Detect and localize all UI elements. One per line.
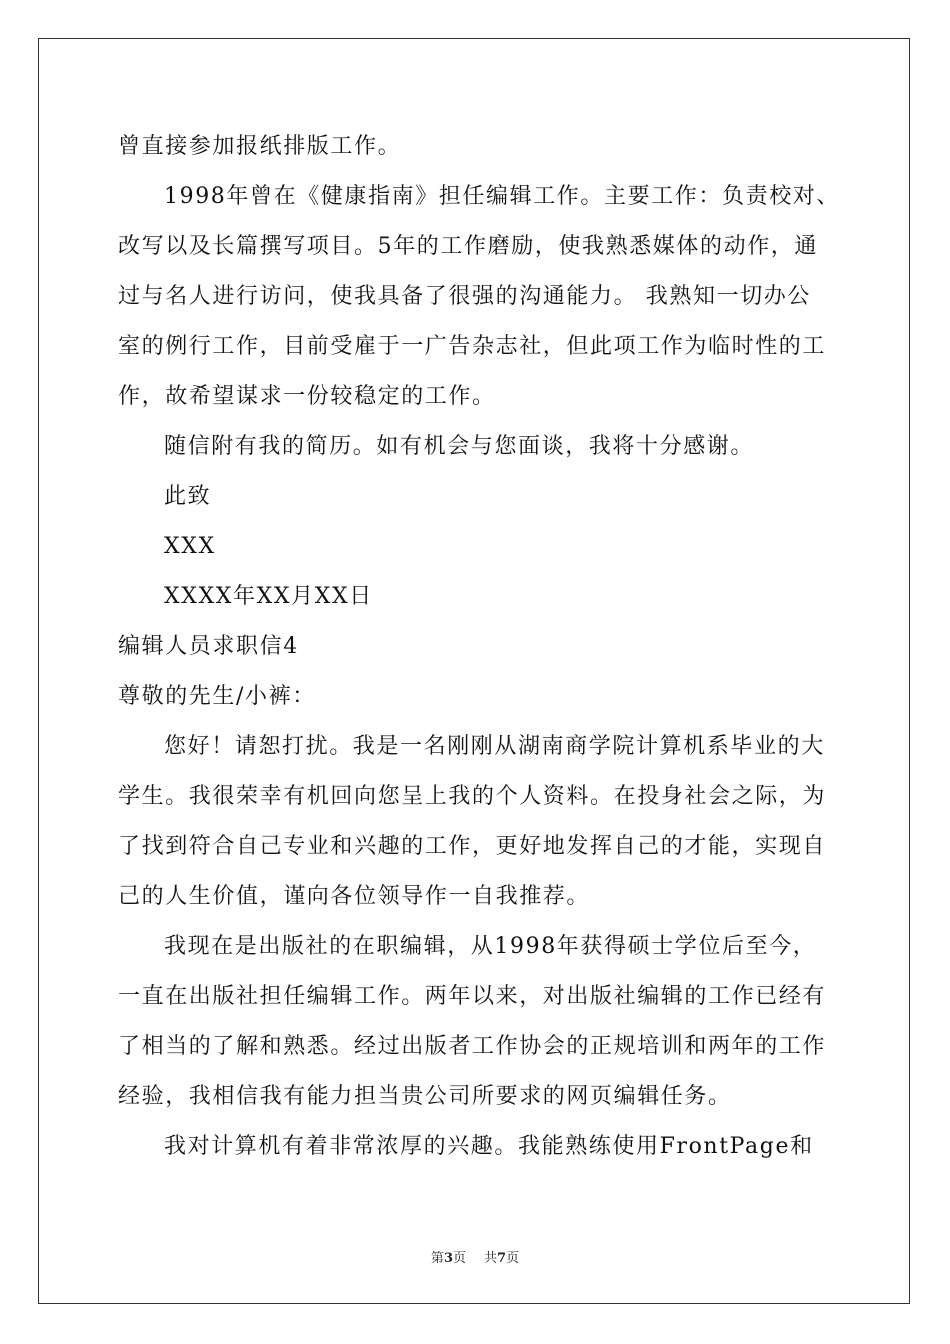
text-line: 1998年曾在《健康指南》担任编辑工作。主要工作：负责校对、 bbox=[164, 184, 840, 209]
page-total-suffix: 页 bbox=[506, 1251, 520, 1266]
text-line: 过与名人进行访问，使我具备了很强的沟通能力。 我熟知一切办公 bbox=[118, 284, 811, 309]
text-line: 经验，我相信我有能力担当贵公司所要求的网页编辑任务。 bbox=[118, 1084, 732, 1109]
text-line: 己的人生价值，谨向各位领导作一自我推荐。 bbox=[118, 884, 591, 909]
page-number-current: 3 bbox=[443, 1251, 453, 1266]
text-line: 室的例行工作，目前受雇于一广告杂志社，但此项工作为临时性的工 bbox=[118, 334, 827, 359]
text-line: XXX bbox=[164, 534, 216, 559]
text-line: 此致 bbox=[164, 484, 212, 509]
page-number-suffix: 页 bbox=[452, 1251, 466, 1266]
text-line: 曾直接参加报纸排版工作。 bbox=[118, 134, 402, 159]
text-line: 了相当的了解和熟悉。经过出版者工作协会的正规培训和两年的工作 bbox=[118, 1034, 827, 1059]
text-line: 我对计算机有着非常浓厚的兴趣。我能熟练使用FrontPage和 bbox=[164, 1134, 814, 1159]
text-line: 改写以及长篇撰写项目。5年的工作磨励，使我熟悉媒体的动作，通 bbox=[118, 234, 818, 259]
text-line: 作，故希望谋求一份较稳定的工作。 bbox=[118, 384, 496, 409]
text-line: XXXX年XX月XX日 bbox=[164, 584, 373, 609]
letter-body bbox=[118, 122, 840, 1172]
text-line: 学生。我很荣幸有机回向您呈上我的个人资料。在投身社会之际，为 bbox=[118, 784, 827, 809]
text-line: 编辑人员求职信4 bbox=[118, 634, 299, 659]
page-total-prefix: 共 bbox=[484, 1251, 498, 1266]
page-number-prefix: 第 bbox=[430, 1251, 444, 1266]
page-number-total: 7 bbox=[497, 1251, 507, 1266]
text-line: 随信附有我的简历。如有机会与您面谈，我将十分感谢。 bbox=[164, 434, 755, 459]
text-line: 了找到符合自己专业和兴趣的工作，更好地发挥自己的才能，实现自 bbox=[118, 834, 827, 859]
text-line: 一直在出版社担任编辑工作。两年以来，对出版社编辑的工作已经有 bbox=[118, 984, 827, 1009]
text-line: 您好！请恕打扰。我是一名刚刚从湖南商学院计算机系毕业的大 bbox=[164, 734, 825, 759]
text-line: 尊敬的先生/小裤： bbox=[118, 684, 316, 709]
text-line: 我现在是出版社的在职编辑，从1998年获得硕士学位后至今， bbox=[164, 934, 817, 959]
page-footer bbox=[0, 1247, 950, 1266]
